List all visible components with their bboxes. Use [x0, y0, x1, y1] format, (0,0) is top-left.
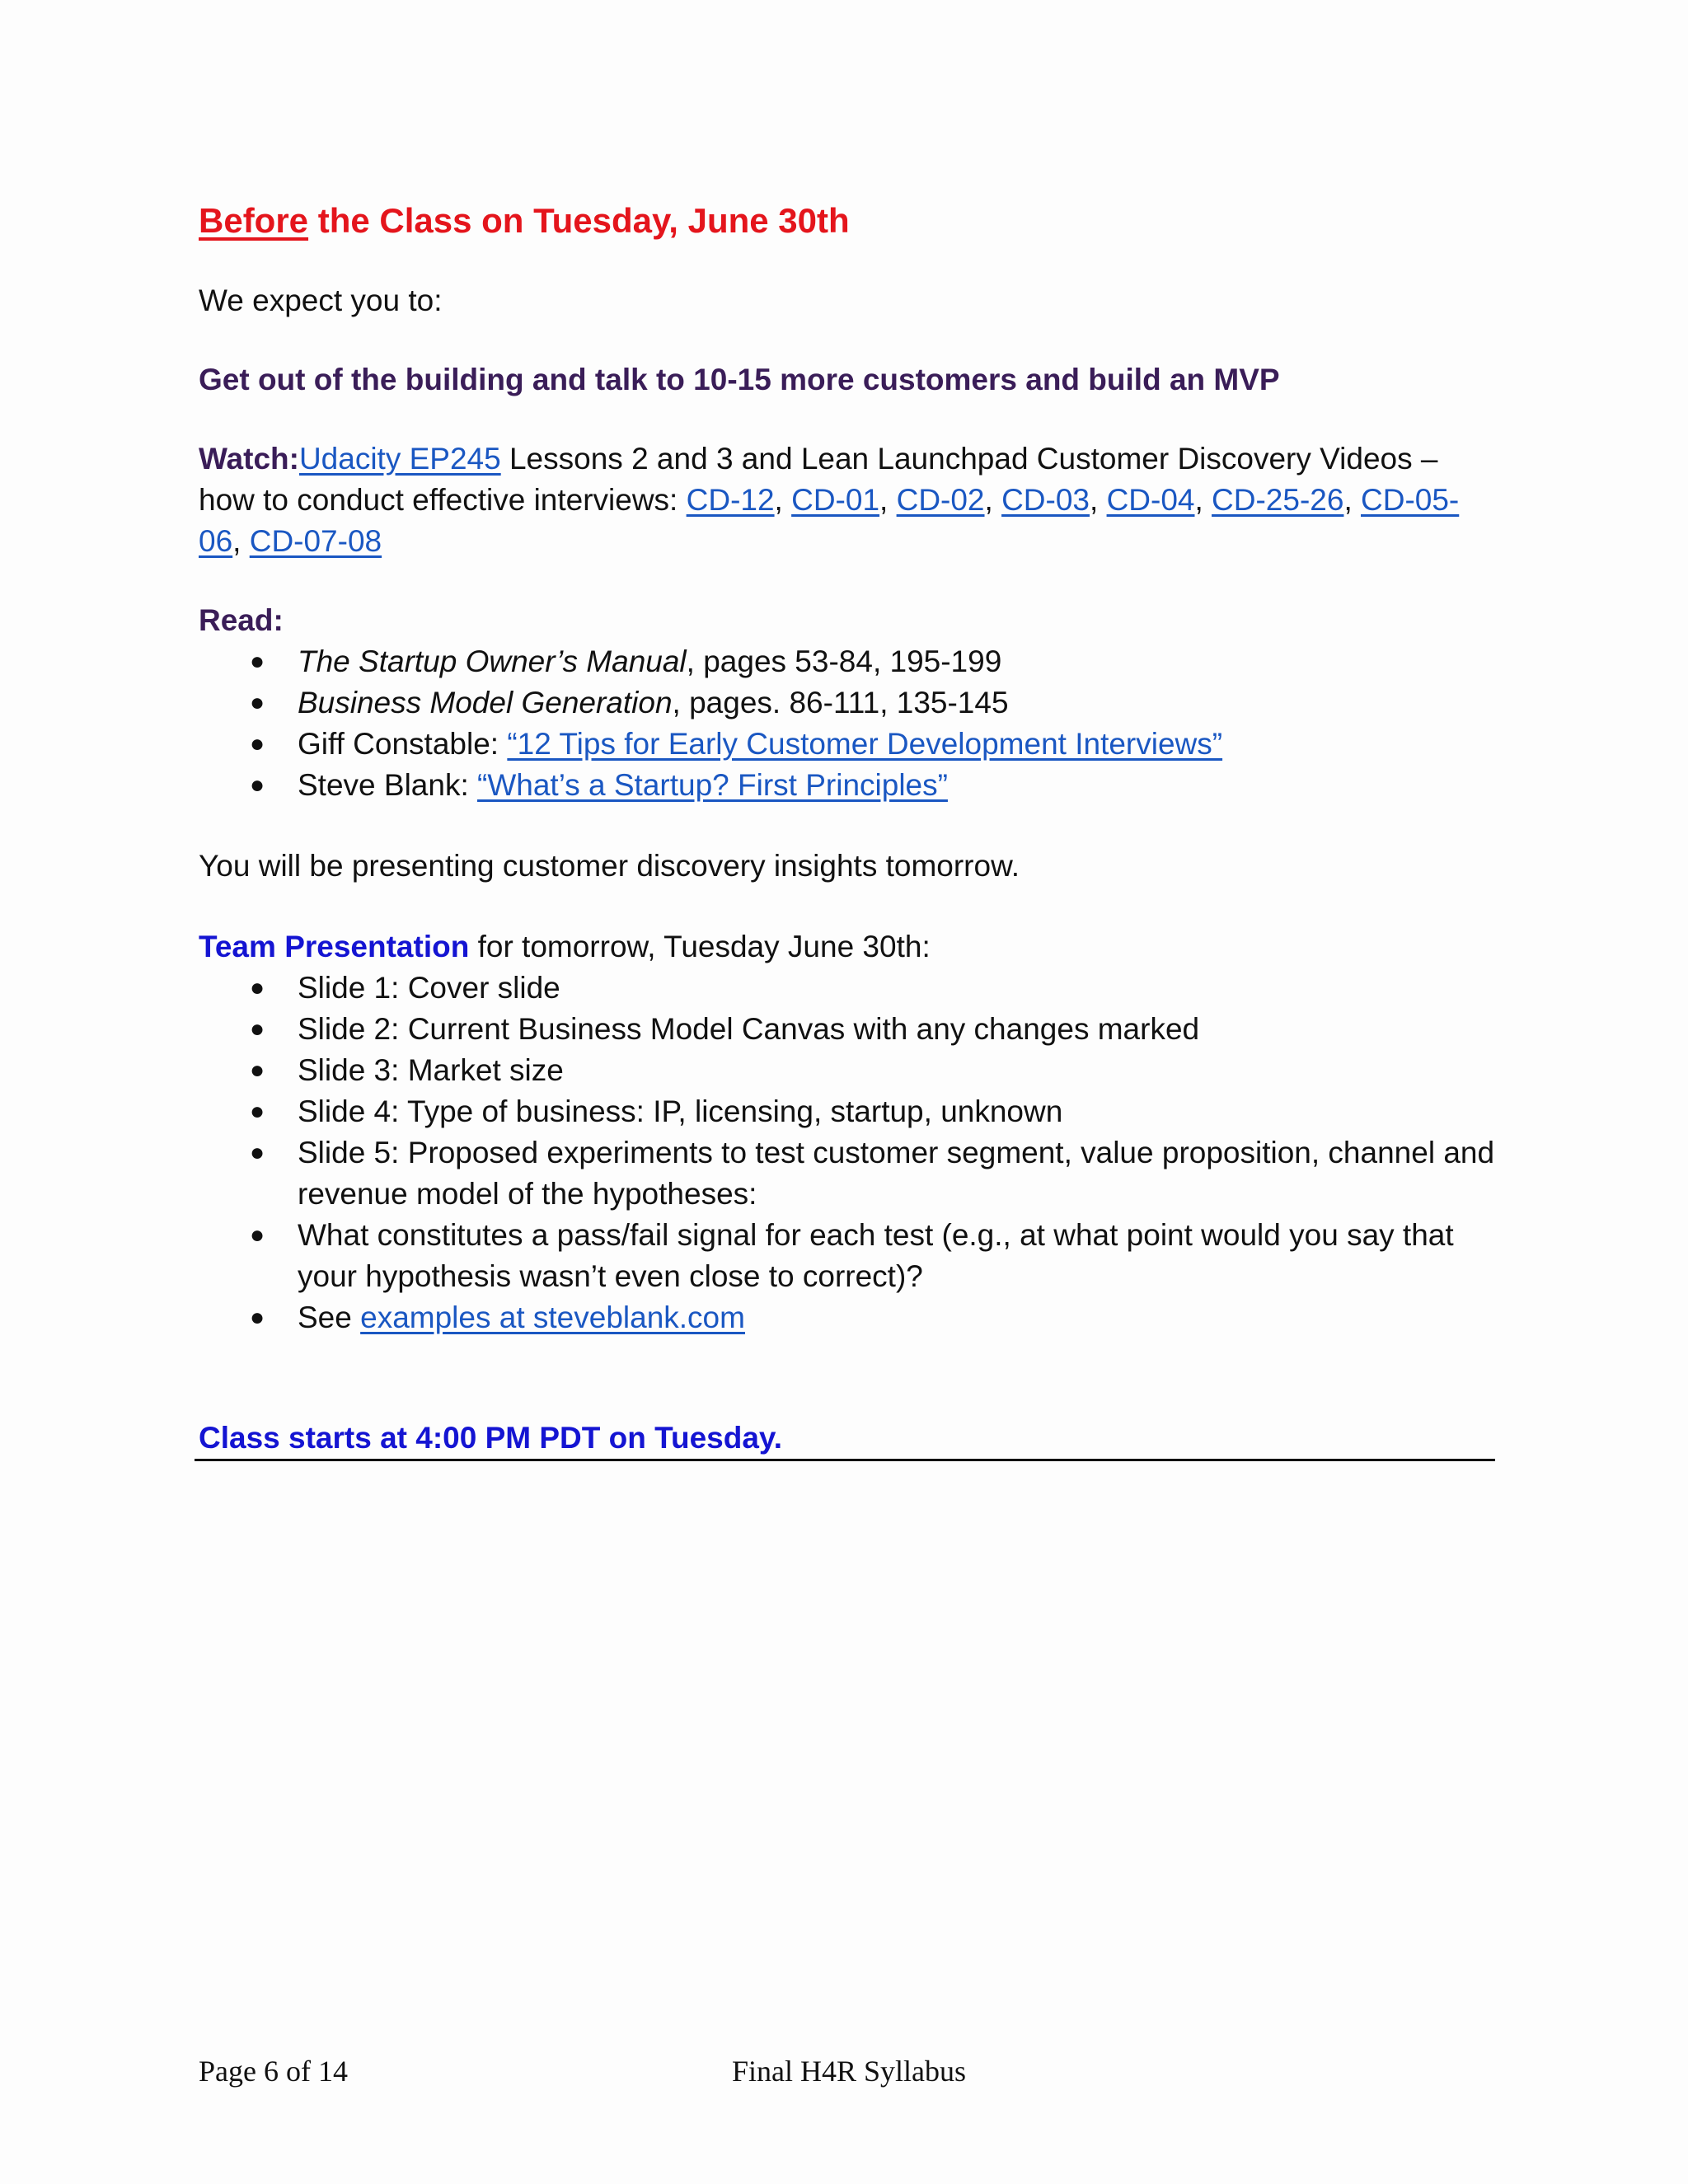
watch-label: Watch: — [199, 442, 299, 476]
list-item — [199, 641, 1497, 682]
see-prefix: See — [298, 1301, 361, 1334]
reading-author: Steve Blank: — [298, 768, 478, 802]
video-link-cd-25-26[interactable]: CD-25-26 — [1212, 483, 1344, 517]
bullet-icon: ● — [250, 974, 265, 1001]
slide-item: Slide 5: Proposed experiments to test customer segment, value proposition, channel and revenue model of the hypotheses: — [298, 1136, 1495, 1211]
link-separator: , — [774, 483, 792, 517]
class-start-note: Class starts at 4:00 PM PDT on Tuesday. — [199, 1421, 783, 1455]
watch-text: Lessons 2 and 3 and Lean Launchpad Customer Discovery Videos – how to conduct effective interviews: — [199, 442, 1438, 517]
list-item — [199, 1215, 1497, 1297]
video-link-cd-12[interactable]: CD-12 — [686, 483, 775, 517]
presenting-note: You will be presenting customer discovery insights tomorrow. — [199, 849, 1020, 883]
heading-before: Before — [199, 201, 309, 240]
video-link-cd-01[interactable]: CD-01 — [791, 483, 880, 517]
list-item — [199, 1297, 1497, 1338]
section-heading — [199, 198, 1497, 244]
list-item — [199, 1009, 1497, 1050]
reading-list — [199, 641, 1497, 806]
bullet-icon: ● — [250, 1057, 265, 1084]
footer-document-title: Final H4R Syllabus — [732, 2055, 967, 2088]
list-item — [199, 968, 1497, 1009]
team-presentation-date: for tomorrow, Tuesday June 30th: — [469, 930, 931, 963]
footer-page-number: Page 6 of 14 — [199, 2055, 348, 2088]
reading-author: Giff Constable: — [298, 727, 508, 761]
team-presentation-heading — [199, 926, 1497, 968]
list-item — [199, 1091, 1497, 1132]
book-title: The Startup Owner’s Manual — [298, 644, 687, 678]
video-link-cd-07-08[interactable]: CD-07-08 — [249, 524, 382, 558]
constable-article-link[interactable]: “12 Tips for Early Customer Development Interviews” — [507, 727, 1223, 761]
intro-text: We expect you to: — [199, 284, 443, 317]
horizontal-divider — [195, 1459, 1495, 1461]
slide-item: Slide 4: Type of business: IP, licensing, startup, unknown — [298, 1094, 1063, 1128]
page-content — [199, 198, 1497, 1459]
link-separator: , — [1194, 483, 1212, 517]
slide-item: Slide 1: Cover slide — [298, 971, 560, 1005]
book-pages: , pages 53-84, 195-199 — [686, 644, 1002, 678]
bullet-icon: ● — [250, 1139, 265, 1166]
link-separator: , — [879, 483, 897, 517]
slide-item: What constitutes a pass/fail signal for each test (e.g., at what point would you say that your hypothesis wasn’t even close to correct)? — [298, 1218, 1454, 1293]
link-separator: , — [984, 483, 1002, 517]
blank-article-link[interactable]: “What’s a Startup? First Principles” — [477, 768, 948, 802]
bullet-icon: ● — [250, 648, 265, 675]
steveblank-examples-link[interactable]: examples at steveblank.com — [360, 1301, 745, 1334]
bullet-icon: ● — [250, 1098, 265, 1125]
book-title: Business Model Generation — [298, 686, 673, 719]
slide-item: Slide 3: Market size — [298, 1053, 564, 1087]
bullet-icon: ● — [250, 1221, 265, 1249]
link-separator: , — [1090, 483, 1107, 517]
team-presentation-label: Team Presentation — [199, 930, 470, 963]
task-heading: Get out of the building and talk to 10-15 more customers and build an MVP — [199, 363, 1280, 396]
watch-paragraph — [199, 438, 1497, 562]
slide-item: Slide 2: Current Business Model Canvas with any changes marked — [298, 1012, 1200, 1046]
list-item — [199, 682, 1497, 724]
link-separator: , — [232, 524, 250, 558]
read-label: Read: — [199, 603, 284, 637]
list-item — [199, 1132, 1497, 1215]
bullet-icon: ● — [250, 771, 265, 799]
link-separator: , — [1343, 483, 1362, 517]
book-pages: , pages. 86-111, 135-145 — [672, 686, 1009, 719]
video-link-cd-02[interactable]: CD-02 — [896, 483, 985, 517]
heading-rest: the Class on Tuesday, June 30th — [308, 201, 850, 240]
video-link-cd-04[interactable]: CD-04 — [1106, 483, 1195, 517]
bullet-icon: ● — [250, 689, 265, 716]
bullet-icon: ● — [250, 730, 265, 757]
presentation-list — [199, 968, 1497, 1338]
video-link-cd-05-06[interactable]: CD-05-06 — [199, 483, 1460, 558]
bullet-icon: ● — [250, 1304, 265, 1331]
udacity-link[interactable]: Udacity EP245 — [298, 442, 501, 476]
list-item — [199, 724, 1497, 765]
list-item — [199, 765, 1497, 806]
list-item — [199, 1050, 1497, 1091]
bullet-icon: ● — [250, 1015, 265, 1043]
video-link-cd-03[interactable]: CD-03 — [1001, 483, 1090, 517]
